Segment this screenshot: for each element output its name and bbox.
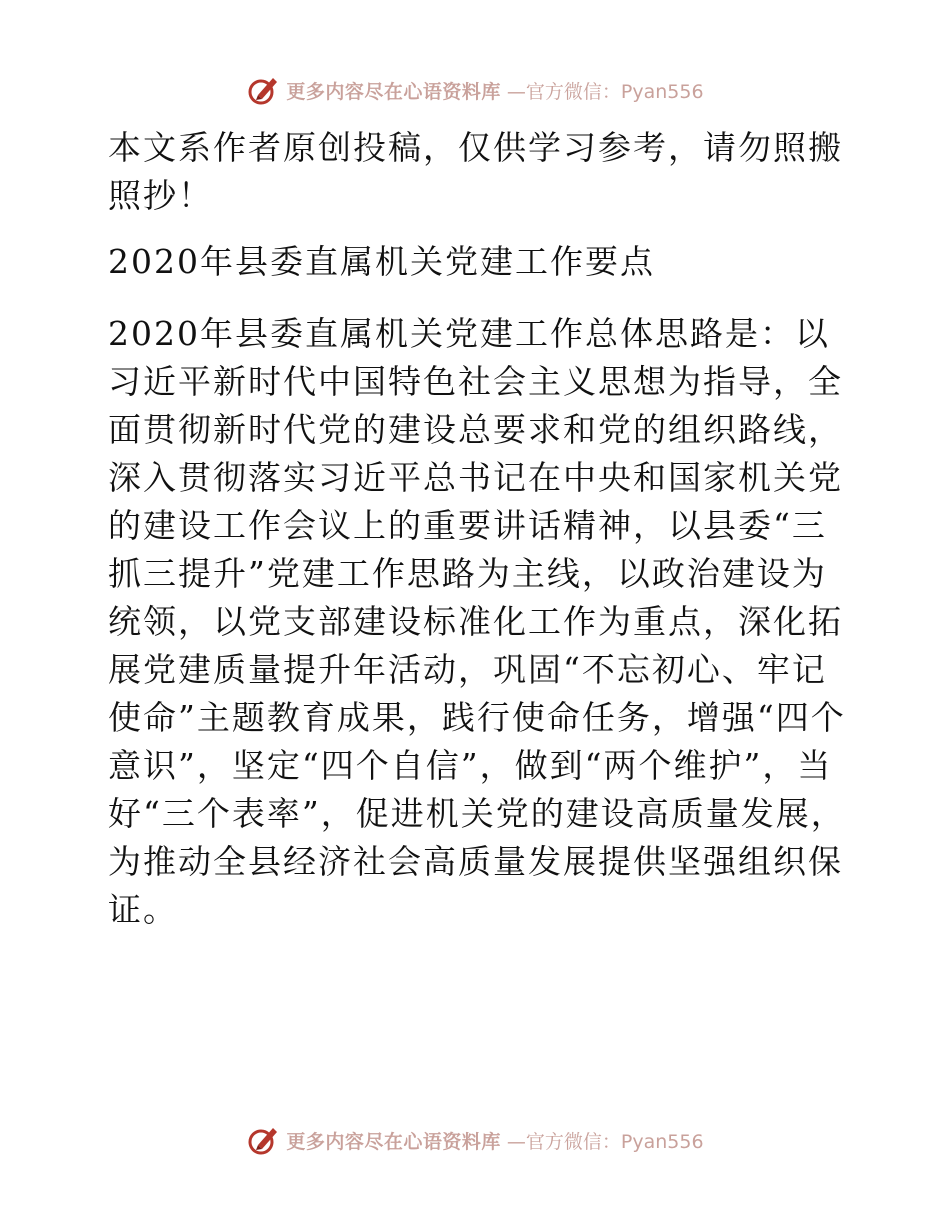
pen-circle-logo-icon bbox=[246, 1123, 280, 1157]
copyright-notice: 本文系作者原创投稿，仅供学习参考，请勿照搬照抄！ bbox=[108, 128, 843, 215]
footer-banner-sub-text: —官方微信：Pyan556 bbox=[506, 1130, 704, 1153]
footer-banner-main-text: 更多内容尽在心语资料库 bbox=[286, 1130, 501, 1153]
document-title: 2020年县委直属机关党建工作要点 bbox=[108, 242, 655, 281]
body-paragraph: 2020年县委直属机关党建工作总体思路是：以习近平新时代中国特色社会主义思想为指导，全面贯彻新时代党的建设总要求和党的组织路线，深入贯彻落实习近平总书记在中央和国家机关党的建设工作会议上的重要讲话精神，以县委“三抓三提升”党建工作思路为主线，以政治建设为统领，以党支部建设标准化工作为重点，深化拓展党建质量提升年活动，巩固“不忘初心、牢记使命”主题教育成果，践行使命任务，增强“四个意识”，坚定“四个自信”，做到“两个维护”，当好“三个表率”，促进机关党的建设高质量发展，为推动全县经济社会高质量发展提供坚强组织保证。 bbox=[108, 314, 846, 929]
document-body bbox=[98, 124, 858, 954]
header-watermark-banner bbox=[0, 70, 950, 110]
pen-circle-logo-icon bbox=[246, 73, 280, 107]
footer-watermark-banner bbox=[0, 1120, 950, 1160]
header-banner-main-text: 更多内容尽在心语资料库 bbox=[286, 80, 501, 103]
header-banner-sub-text: —官方微信：Pyan556 bbox=[506, 80, 704, 103]
